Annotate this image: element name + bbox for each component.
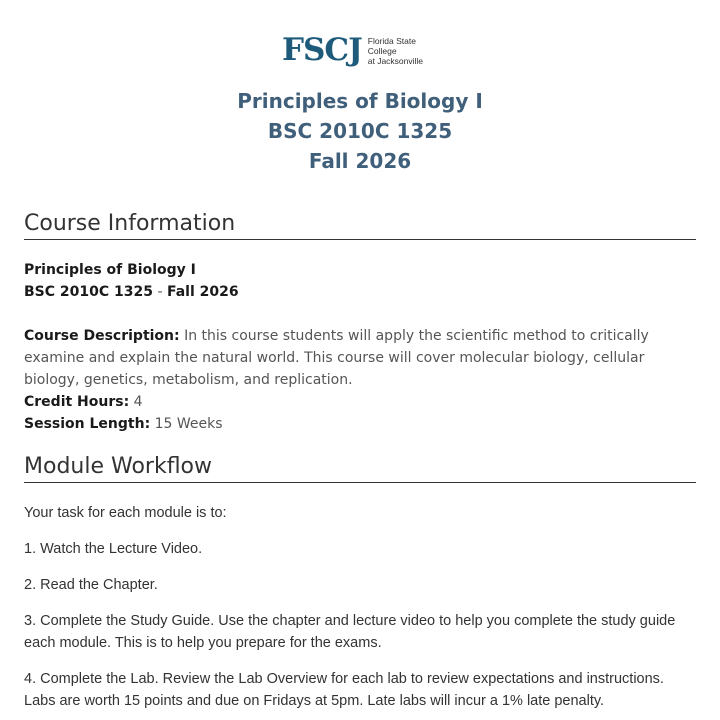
- course-title: Principles of Biology I: [237, 89, 483, 113]
- logo-text: [368, 36, 442, 66]
- course-summary: [24, 259, 696, 303]
- course-term-line: Fall 2026: [166, 284, 239, 300]
- module-workflow-heading: Module Workflow: [24, 453, 696, 483]
- credit-hours-label: Credit Hours:: [24, 394, 130, 410]
- session-length-value: 15 Weeks: [154, 416, 223, 432]
- course-name: Principles of Biology I: [24, 262, 196, 278]
- description-label: Course Description:: [24, 328, 180, 344]
- logo-line-1: Florida State College: [367, 36, 416, 56]
- course-header: [0, 86, 720, 176]
- workflow-step-4: 4. Complete the Lab. Review the Lab Overview for each lab to review expectations and instructions. Labs are worth 15 points and due on Fridays at 5pm. Late labs will incur a 1% late penalty.: [24, 671, 664, 709]
- course-code: BSC 2010C 1325: [267, 119, 453, 143]
- fscj-logo: [282, 33, 442, 69]
- session-length: [24, 413, 696, 435]
- course-information-section: [24, 210, 696, 435]
- description-text: In this course students will apply the scientific method to critically examine and explain the natural world. This course will cover molecular biology, cellular biology, genetics, metabolism, and replication.: [24, 328, 649, 388]
- course-description: [24, 325, 696, 391]
- workflow-step-3: 3. Complete the Study Guide. Use the chapter and lecture video to help you complete the study guide each module. This is to help you prepare for the exams.: [24, 613, 676, 651]
- course-details: [24, 325, 696, 435]
- credit-hours: [24, 391, 696, 413]
- workflow-intro: Your task for each module is to:: [24, 505, 227, 521]
- course-term: Fall 2026: [308, 149, 412, 173]
- credit-hours-value: 4: [133, 394, 143, 410]
- logo-line-2: at Jacksonville: [367, 56, 424, 66]
- module-workflow-section: [24, 453, 696, 709]
- course-code-line: BSC 2010C 1325: [24, 284, 153, 300]
- logo-mark: FSCJ: [282, 32, 362, 68]
- workflow-step-2: 2. Read the Chapter.: [24, 577, 158, 593]
- course-information-heading: Course Information: [24, 210, 696, 240]
- session-length-label: Session Length:: [24, 416, 151, 432]
- workflow-step-1: 1. Watch the Lecture Video.: [24, 541, 203, 557]
- code-term-separator: -: [157, 284, 163, 300]
